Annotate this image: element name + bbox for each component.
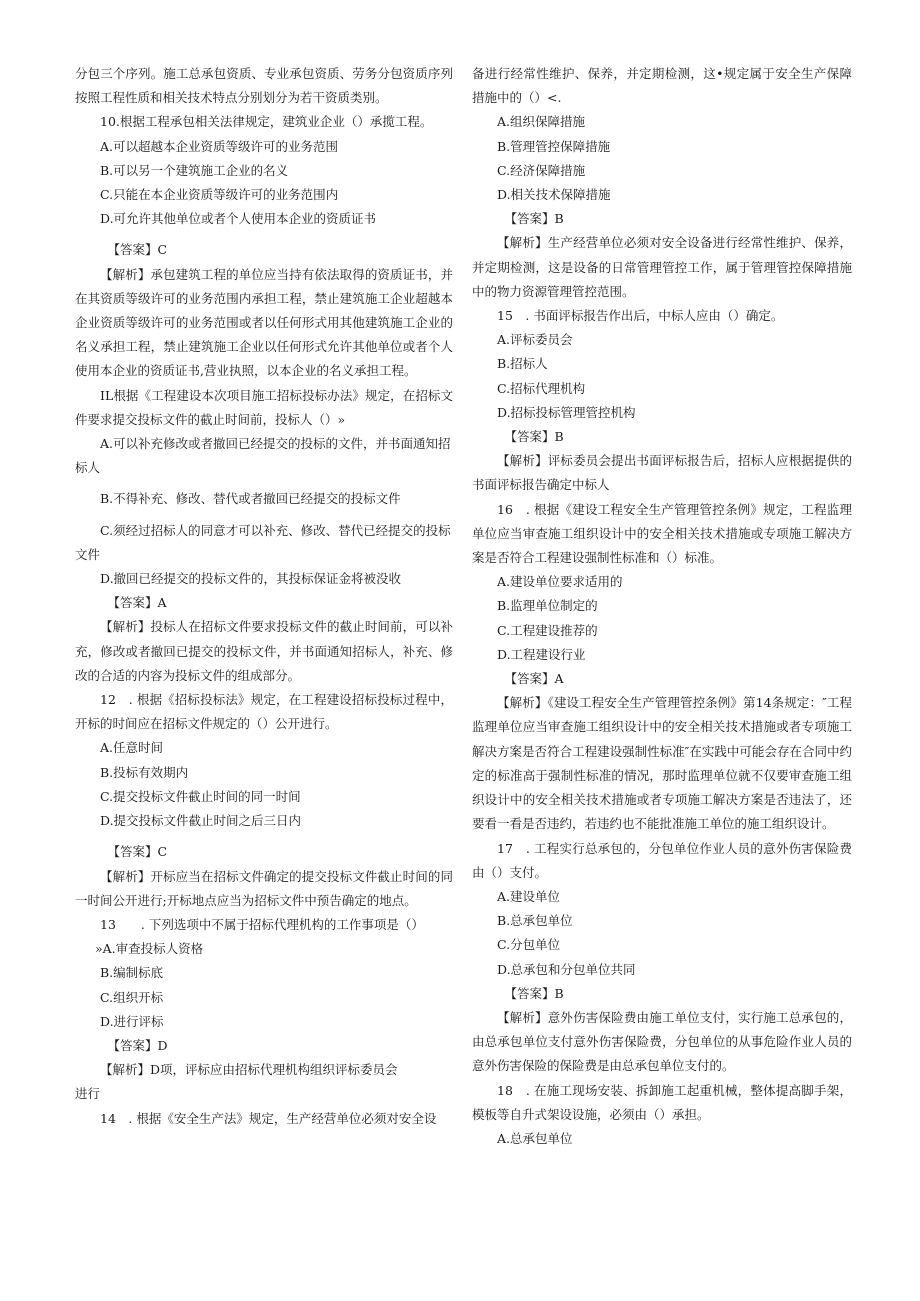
q15-option-c: C.招标代理机构 [497,380,586,396]
q11-option-b: B.不得补充、修改、替代或者撤回已经提交的投标文件 [100,491,401,507]
question-17: 17 . 工程实行总承包的，分包单位作业人员的意外伤害保险费由（）支付。 [472,840,852,880]
question-11: IL根据《工程建设本次项目施工招标投标办法》规定，在招标文件要求提交投标文件的截止时间前，投标人（）» [75,387,453,427]
q18-option-a: A.总承包单位 [497,1130,573,1146]
q14-option-b: B.管理管控保障措施 [497,138,611,154]
question-15: 15 . 书面评标报告作出后，中标人应由（）确定。 [497,308,784,324]
q11-option-a: A.可以补充修改或者撤回已经提交的投标的文件，并书面通知招标人 [75,436,451,476]
q16-answer: 【答案】A [504,671,564,687]
q14-option-d: D.相关技术保障措施 [497,187,611,203]
q12-option-c: C.提交投标文件截止时间的同一时间 [100,788,301,804]
q17-answer: 【答案】B [504,985,564,1001]
q11-option-d: D.撤回已经提交的投标文件的，其投标保证金将被没收 [100,571,402,587]
q16-option-d: D.工程建设行业 [497,646,586,662]
intro-paragraph: 分包三个序列。施工总承包资质、专业承包资质、劳务分包资质序列按照工程性质和相关技术特点分别划分为若干资质类别。 [75,66,453,106]
q16-analysis: 【解析】《建设工程安全生产管理管控条例》第14条规定：″工程监理单位应当审查施工组织设计中的安全相关技术措施或者专项施工解决方案是否符合工程建设强制性标准″在实践中可能会存在合同中约定的标准高于强制性标准的情况，那时监理单位就不仅要审查施工组织设计中的安全相关技术措施或者专项施工解决方案是否违法了，还要看一看是否违约，若违约也不能批准施工单位的施工组织设计。 [472,695,852,832]
q10-option-a: A.可以超越本企业资质等级许可的业务范围 [100,138,339,154]
q15-option-d: D.招标投标管理管控机构 [497,404,636,420]
q12-answer: 【答案】C [107,844,168,860]
q14-option-a: A.组织保障措施 [497,114,586,130]
q12-option-d: D.提交投标文件截止时间之后三日内 [100,813,302,829]
q10-answer: 【答案】C [107,242,168,258]
q17-option-a: A.建设单位 [497,888,561,904]
q17-option-c: C.分包单位 [497,937,561,953]
q13-option-d: D.进行评标 [100,1013,164,1029]
question-14-continued: 备进行经常性维护、保养，并定期检测，这•规定属于安全生产保障措施中的（）<. [472,66,852,106]
q13-analysis-line1: 【解析】D项，评标应由招标代理机构组织评标委员会 [100,1062,398,1078]
right-column [472,62,852,1151]
q13-option-a: »A.审查投标人资格 [95,941,204,957]
q16-option-c: C.工程建设推荐的 [497,622,598,638]
q17-analysis: 【解析】意外伤害保险费由施工单位支付，实行施工总承包的，由总承包单位支付意外伤害保险费，分包单位的从事危险作业人员的意外伤害保险的保险费是由总承包单位支付的。 [472,1009,852,1074]
question-14-start: 14 . 根据《安全生产法》规定，生产经营单位必须对安全设 [100,1110,437,1126]
q15-option-b: B.招标人 [497,356,548,372]
left-column [75,62,453,1131]
q10-option-c: C.只能在本企业资质等级许可的业务范围内 [100,187,339,203]
q12-option-b: B.投标有效期内 [100,764,189,780]
question-13: 13 . 下列选项中不属于招标代理机构的工作事项是（） [100,916,424,932]
question-10: 10.根据工程承包相关法律规定，建筑业企业（）承揽工程。 [100,114,433,130]
q15-answer: 【答案】B [504,429,564,445]
q10-option-b: B.可以另一个建筑施工企业的名义 [100,162,289,178]
q15-option-a: A.评标委员会 [497,332,573,348]
q13-answer: 【答案】D [107,1037,168,1053]
question-12: 12 . 根据《招标投标法》规定，在工程建设招标投标过程中，开标的时间应在招标文件规定的（）公开进行。 [75,692,453,732]
q14-answer: 【答案】B [504,211,564,227]
q11-answer: 【答案】A [107,595,167,611]
q17-option-d: D.总承包和分包单位共同 [497,961,636,977]
question-16: 16 . 根据《建设工程安全生产管理管控条例》规定，工程监理单位应当审查施工组织设计中的安全相关技术措施或专项施工解决方案是否符合工程建设强制性标准和（）标准。 [472,501,852,566]
q12-analysis: 【解析】开标应当在招标文件确定的提交投标文件截止时间的同一时间公开进行;开标地点应当为招标文件中预告确定的地点。 [75,868,453,908]
question-18: 18 . 在施工现场安装、拆卸施工起重机械，整体提高脚手架，模板等自升式架设设施，必须由（）承担。 [472,1082,852,1122]
q16-option-a: A.建设单位要求适用的 [497,574,623,590]
q17-option-b: B.总承包单位 [497,913,573,929]
q13-option-b: B.编制标底 [100,965,164,981]
q12-option-a: A.任意时间 [100,740,164,756]
q13-option-c: C.组织开标 [100,989,164,1005]
q10-option-d: D.可允许其他单位或者个人使用本企业的资质证书 [100,211,377,227]
q11-option-c: C.须经过招标人的同意才可以补充、修改、替代已经提交的投标文件 [75,522,451,562]
q13-analysis-line2: 进行 [75,1086,101,1102]
q14-analysis: 【解析】生产经营单位必须对安全设备进行经常性维护、保养，并定期检测，这是设备的日常管理管控工作，属于管理管控保障措施中的物力资源管理管控范围。 [472,235,852,299]
q10-analysis: 【解析】承包建筑工程的单位应当持有依法取得的资质证书，并在其资质等级许可的业务范围内承担工程，禁止建筑施工企业超越本企业资质等级许可的业务范围或者以任何形式用其他建筑施工企业的名义承担工程，禁止建筑施工企业以任何形式允许其他单位或者个人使用本企业的资质证书,营业执照，以本企业的名义承担工程。 [75,266,453,379]
q16-option-b: B.监理单位制定的 [497,598,598,614]
q15-analysis: 【解析】评标委员会提出书面评标报告后，招标人应根据提供的书面评标报告确定中标人 [472,453,852,493]
q11-analysis: 【解析】投标人在招标文件要求投标文件的截止时间前，可以补充，修改或者撤回已提交的投标文件，并书面通知招标人，补充、修改的合适的内容为投标文件的组成部分。 [75,619,453,683]
q14-option-c: C.经济保障措施 [497,162,586,178]
